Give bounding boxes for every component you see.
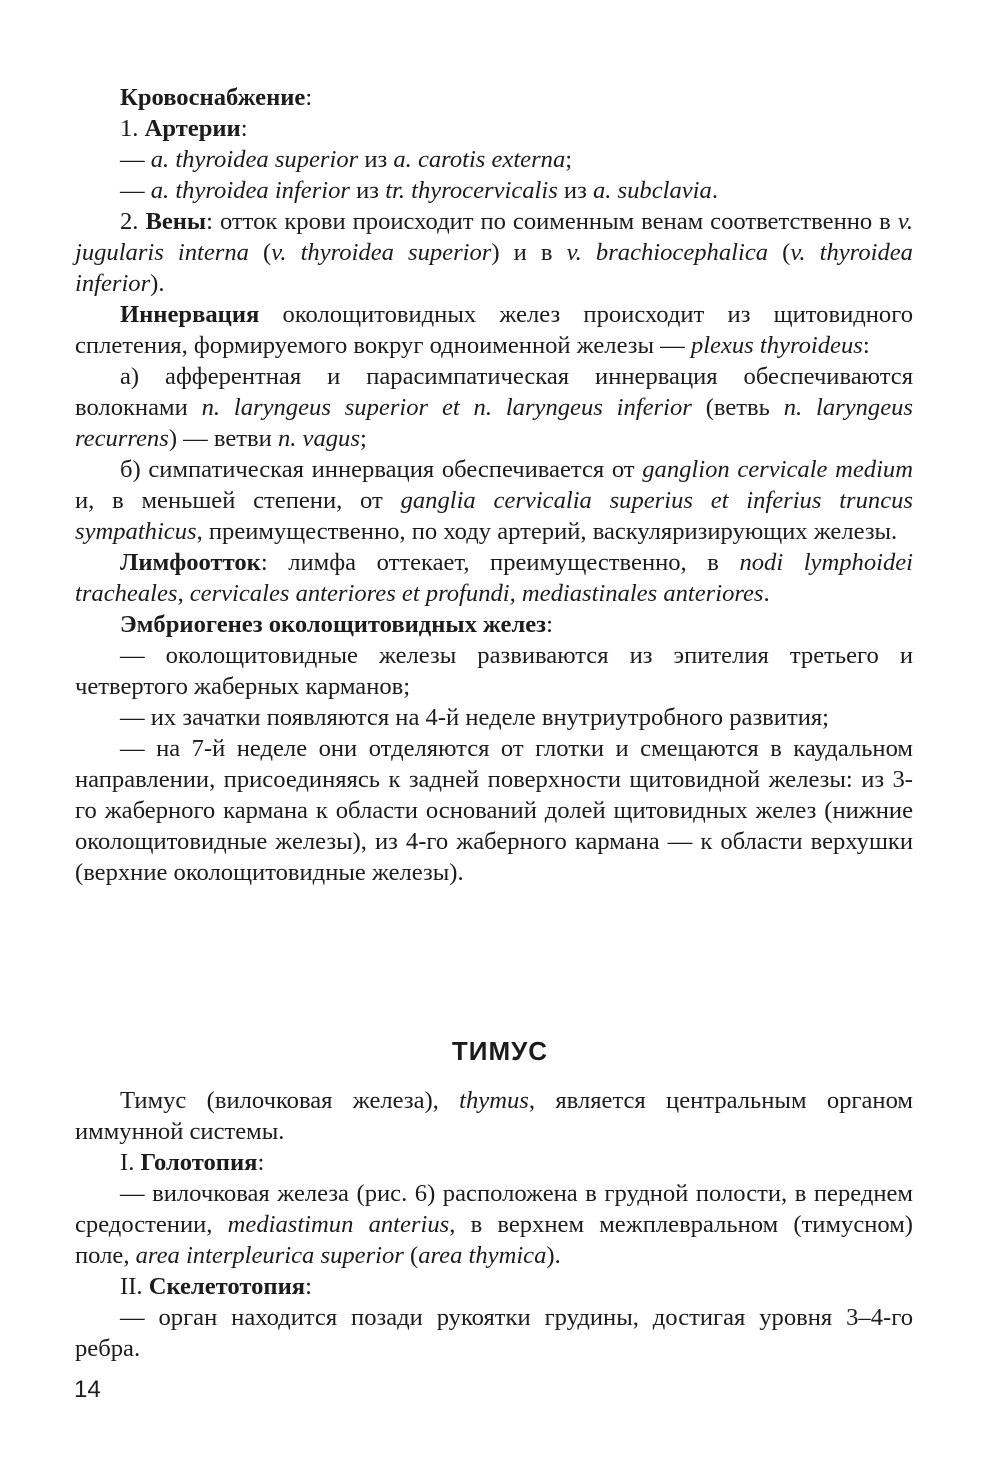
veins-paragraph: 2. Вены: отток крови происходит по соименным венам соответственно в v. jugularis interna (v. thyroidea superior) и в v. brachiocephalica (v. thyroidea inferior).	[75, 208, 914, 297]
holotopy-item: — вилочковая железа (рис. 6) расположена в грудной полости, в переднем средостении, mediastimun anterius, в верхнем межплевральном (тимусном) поле, area interpleurica superior (area thymica).	[75, 1180, 913, 1269]
blood-supply-heading: Кровоснабжение:	[120, 84, 313, 111]
innervation-item-a: а) афферентная и парасимпатическая иннервация обеспечиваются волокнами n. laryngeus superior et n. laryngeus inferior (ветвь n. laryngeus recurrens) — ветви n. vagus;	[75, 363, 913, 452]
thymus-section-title: ТИМУС	[451, 1036, 549, 1066]
embryogenesis-heading: Эмбриогенез околощитовидных желез:	[120, 611, 553, 638]
page-body-upper	[75, 82, 913, 888]
innervation-paragraph: Иннервация околощитовидных желез происходит из щитовидного сплетения, формируемого вокруг одноименной железы — plexus thyroideus:	[75, 301, 913, 359]
embryogenesis-item-2: — их зачатки появляются на 4-й неделе внутриутробного развития;	[120, 704, 830, 731]
embryogenesis-item-1: — околощитовидные железы развиваются из эпителия третьего и четвертого жаберных карманов;	[75, 642, 913, 700]
artery-item-2: — a. thyroidea inferior из tr. thyrocervicalis из a. subclavia.	[120, 177, 718, 204]
lymph-paragraph: Лимфоотток: лимфа оттекает, преимущественно, в nodi lymphoidei tracheales, cervicales anteriores et profundi, mediastinales anteriores.	[75, 549, 913, 607]
skeletotopy-heading: II. Скелетотопия:	[120, 1273, 312, 1300]
holotopy-heading: I. Голотопия:	[120, 1149, 265, 1176]
page-number: 14	[74, 1376, 101, 1403]
embryogenesis-item-3: — на 7-й неделе они отделяются от глотки и смещаются в каудальном направлении, присоединяясь к задней поверхности щитовидной железы: из 3-го жаберного кармана к области оснований долей щитовидных желез (нижние околощитовидные железы), из 4-го жаберного кармана — к области верхушки (верхние околощитовидные железы).	[75, 735, 913, 886]
innervation-item-b: б) симпатическая иннервация обеспечивается от ganglion cervicale medium и, в меньшей степени, от ganglia cervicalia superius et inferius truncus sympathicus, преимущественно, по ходу артерий, васкуляризирующих железы.	[75, 456, 913, 545]
skeletotopy-item: — орган находится позади рукоятки грудины, достигая уровня 3–4-го ребра.	[75, 1304, 913, 1362]
thymus-intro: Тимус (вилочковая железа), thymus, является центральным органом иммунной системы.	[75, 1087, 913, 1145]
arteries-heading: 1. Артерии:	[120, 115, 248, 142]
page-body-lower	[75, 1085, 913, 1364]
artery-item-1: — a. thyroidea superior из a. carotis externa;	[120, 146, 573, 173]
